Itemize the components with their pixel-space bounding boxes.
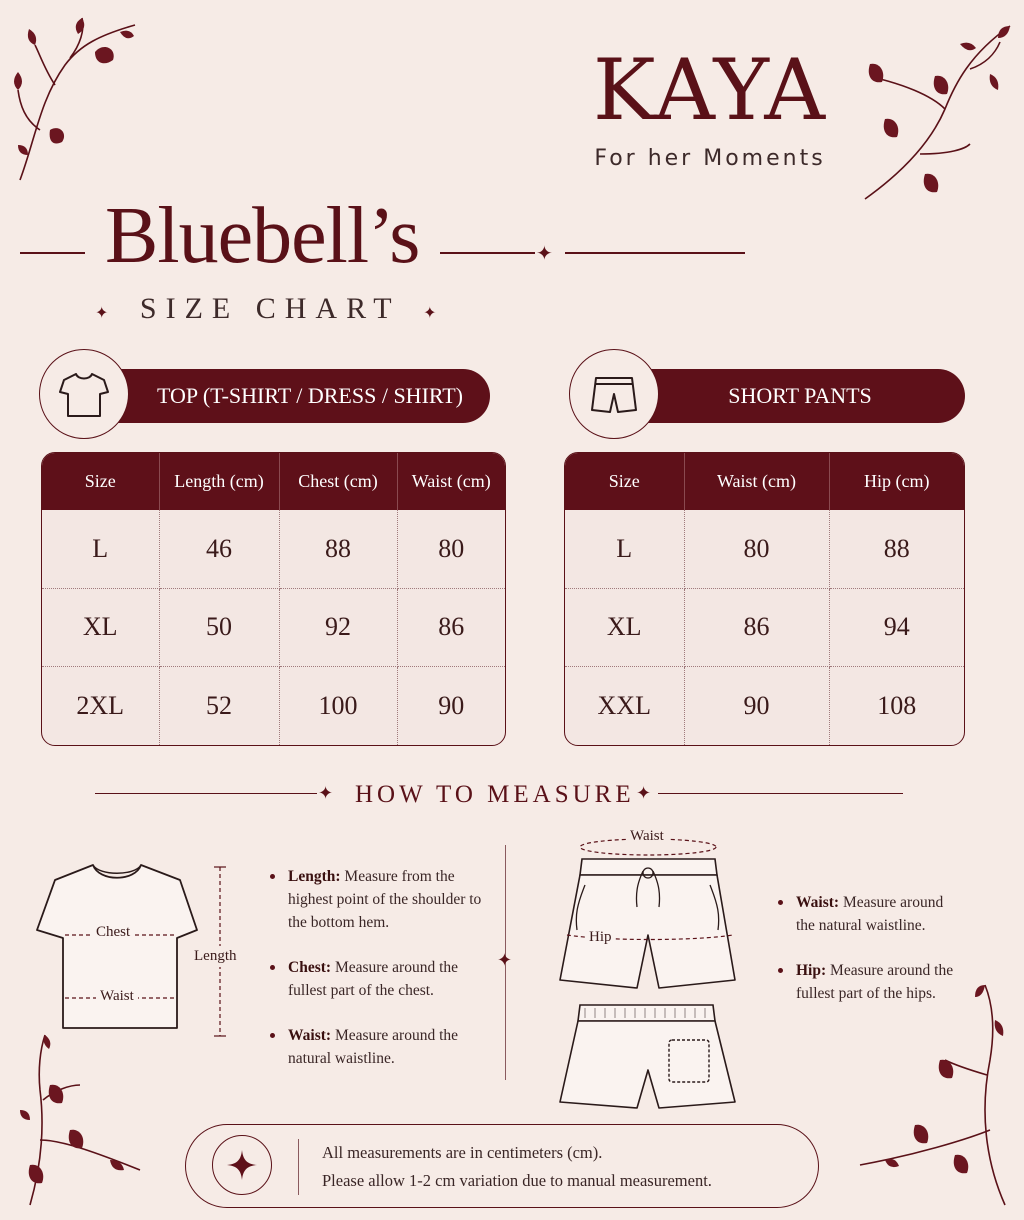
table-header-cell: Size [565,453,684,510]
shorts-measure-diagram [555,835,745,1115]
bullet-text: Measure around the natural waistline. [796,894,944,934]
how-to-measure-heading: HOW TO MEASURE [355,781,635,808]
table-row [42,667,505,745]
table-row [565,667,964,745]
list-item [288,1024,488,1070]
title-divider-right [440,252,535,254]
table-header-cell: Chest (cm) [279,453,397,510]
table-cell: 90 [684,667,829,745]
floral-top-right-decoration [860,14,1020,209]
table-cell: XL [42,588,159,666]
tshirt-measure-diagram [35,860,200,1035]
measure-divider-left [95,793,317,794]
table-cell: L [42,510,159,588]
diamond-icon: ✦ [497,950,513,970]
sparkle-icon-circle [212,1135,272,1195]
table-header-cell: Waist (cm) [397,453,505,510]
page-subtitle [95,292,446,326]
table-cell: 46 [159,510,279,588]
page-title: Bluebell’s [105,192,420,280]
diamond-icon: ✦ [636,783,652,803]
shorts-section-banner [635,369,965,423]
table-cell: 100 [279,667,397,745]
bullet-term: Waist: [796,894,840,911]
table-cell: 90 [438,691,465,721]
brand-logo: KAYA [592,41,828,139]
waist-label: Waist [96,988,138,1005]
table-cell: 50 [159,588,279,666]
table-cell: 86 [684,588,829,666]
table-cell: 92 [279,588,397,666]
diamond-icon: ✦ [423,305,446,322]
table-header-cell: Size [42,453,159,510]
hip-label: Hip [586,929,615,946]
top-section-banner [110,369,490,423]
shorts-icon-circle [569,349,659,439]
table-header-cell: Hip (cm) [829,453,964,510]
bullet-term: Waist: [288,1027,332,1044]
table-cell: 52 [159,667,279,745]
sparkle-icon [225,1148,259,1182]
bullet-text: Measure from the highest point of the shoulder to the bottom hem. [288,868,482,931]
top-size-table [41,452,506,746]
measure-divider-right [658,793,903,794]
note-line-1: All measurements are in centimeters (cm). [322,1143,603,1162]
bullet-text: Measure around the fullest part of the hips. [796,962,954,1002]
top-icon-circle [39,349,129,439]
shorts-measure-instructions [796,891,966,1027]
top-section-label: TOP (T-SHIRT / DRESS / SHIRT) [156,383,464,408]
list-item [796,959,966,1005]
table-cell: XXL [565,667,684,745]
table-cell: 88 [279,510,397,588]
table-row [565,588,964,666]
table-cell: 80 [397,510,505,588]
diamond-icon: ✦ [95,305,118,322]
table-row [42,588,505,666]
shorts-section-label: SHORT PANTS [728,383,872,408]
subtitle-text: SIZE CHART [139,292,401,325]
diamond-icon: ✦ [318,783,334,803]
note-divider [298,1139,299,1195]
table-cell: 88 [829,510,964,588]
bullet-term: Hip: [796,962,827,979]
table-header-row [565,453,964,510]
shorts-size-table [564,452,965,746]
bullet-term: Chest: [288,959,332,976]
note-text [322,1139,712,1195]
table-cell: 94 [829,588,964,666]
shorts-waist-label: Waist [626,828,668,845]
measurement-note [185,1124,819,1208]
table-row [565,510,964,588]
table-cell: L [565,510,684,588]
table-cell: 86 [397,588,505,666]
list-item [288,865,488,934]
top-measure-instructions [288,865,488,1092]
title-divider-right-2 [565,252,745,254]
diamond-icon: ✦ [536,243,553,265]
floral-bottom-left-decoration [10,1030,150,1210]
floral-top-left-decoration [10,10,140,190]
list-item [796,891,966,937]
table-row [42,510,505,588]
table-header-cell: Waist (cm) [684,453,829,510]
table-cell: XL [565,588,684,666]
table-cell: 80 [684,510,829,588]
table-header-cell: Length (cm) [159,453,279,510]
table-header-row [42,453,505,510]
tshirt-icon [56,366,112,422]
chest-label: Chest [92,924,134,941]
bullet-text: Measure around the fullest part of the chest. [288,959,459,999]
note-line-2: Please allow 1-2 cm variation due to manual measurement. [322,1171,712,1190]
length-label: Length [194,946,237,967]
title-divider-left [20,252,85,254]
brand-block [560,41,860,171]
shorts-icon [586,366,642,422]
bullet-term: Length: [288,868,341,885]
table-cell: 2XL [42,667,159,745]
table-cell: 108 [877,691,917,721]
brand-tagline: For her Moments [594,146,826,171]
list-item [288,956,488,1002]
bullet-text: Measure around the natural waistline. [288,1027,459,1067]
